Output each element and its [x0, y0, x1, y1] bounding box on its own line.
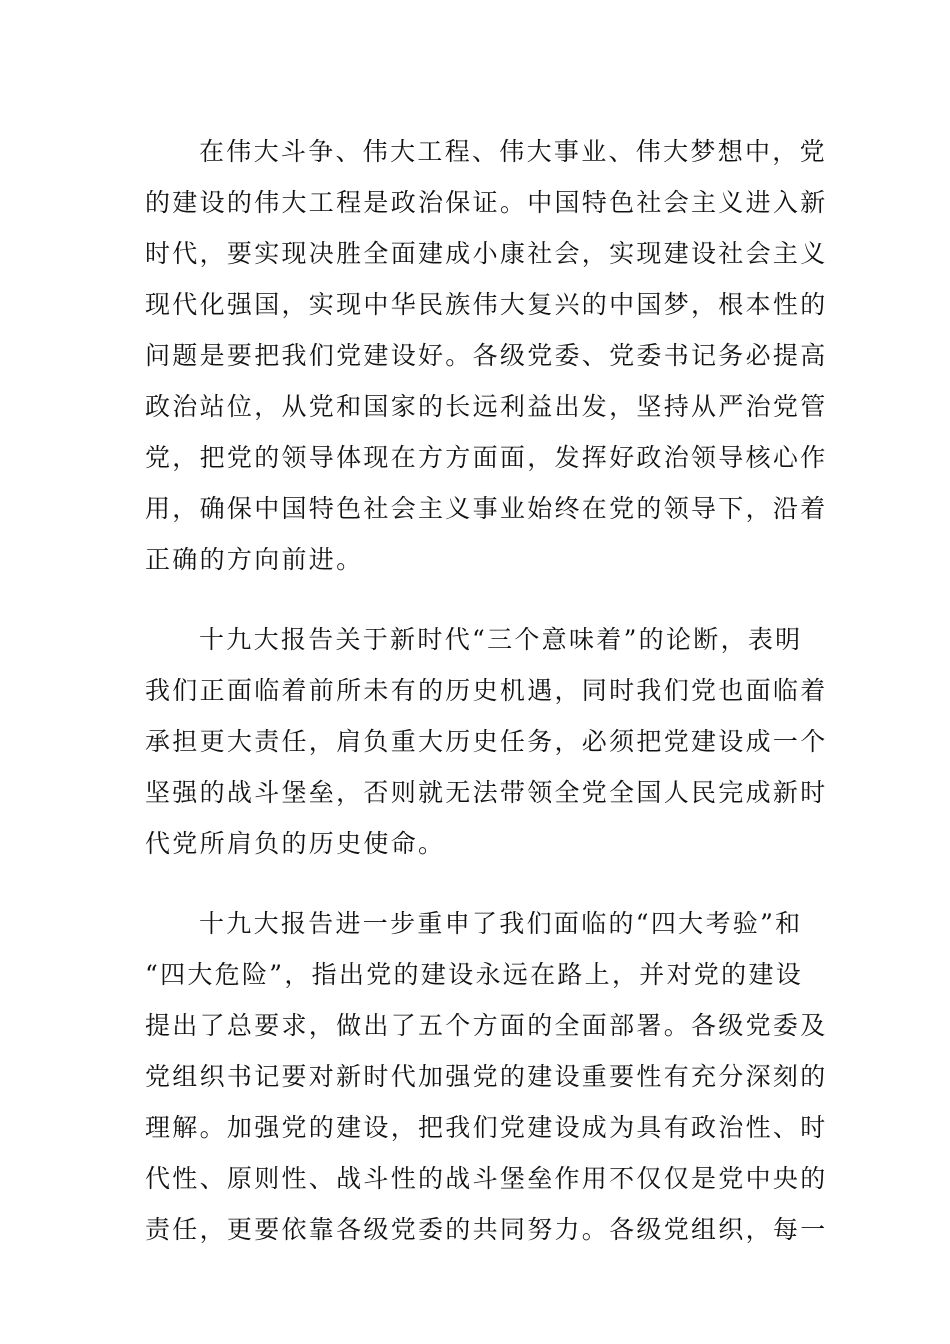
paragraph-line: 的建设的伟大工程是政治保证。中国特色社会主义进入新 — [145, 188, 828, 217]
paragraph-spacer — [145, 585, 785, 614]
paragraph-line: 十九大报告进一步重申了我们面临的“四大考验”和 — [199, 909, 803, 938]
paragraph-line: 我们正面临着前所未有的历史机遇，同时我们党也面临着 — [145, 676, 828, 705]
paragraph-line: 用，确保中国特色社会主义事业始终在党的领导下，沿着 — [145, 494, 828, 523]
paragraph-line: 十九大报告关于新时代“三个意味着”的论断，表明 — [199, 625, 803, 654]
paragraph-1 — [145, 126, 828, 585]
paragraph-line: 提出了总要求，做出了五个方面的全面部署。各级党委及 — [145, 1011, 828, 1040]
paragraph-line: 承担更大责任，肩负重大历史任务，必须把党建设成一个 — [145, 727, 828, 756]
paragraph-line: 党组织书记要对新时代加强党的建设重要性有充分深刻的 — [145, 1062, 828, 1091]
paragraph-line: 时代，要实现决胜全面建成小康社会，实现建设社会主义 — [145, 239, 828, 268]
paragraph-line: 代性、原则性、战斗性的战斗堡垒作用不仅仅是党中央的 — [145, 1164, 828, 1193]
document-body — [145, 126, 828, 1255]
paragraph-line: 代党所肩负的历史使命。 — [145, 829, 446, 858]
paragraph-line: “四大危险”，指出党的建设永远在路上，并对党的建设 — [145, 960, 804, 989]
paragraph-line: 在伟大斗争、伟大工程、伟大事业、伟大梦想中，党 — [199, 137, 827, 166]
paragraph-line: 党，把党的领导体现在方方面面，发挥好政治领导核心作 — [145, 443, 828, 472]
paragraph-line: 政治站位，从党和国家的长远利益出发，坚持从严治党管 — [145, 392, 828, 421]
paragraph-line: 理解。加强党的建设，把我们党建设成为具有政治性、时 — [145, 1113, 828, 1142]
paragraph-spacer — [145, 869, 785, 898]
paragraph-line: 现代化强国，实现中华民族伟大复兴的中国梦，根本性的 — [145, 290, 828, 319]
paragraph-line: 问题是要把我们党建设好。各级党委、党委书记务必提高 — [145, 341, 828, 370]
paragraph-line: 坚强的战斗堡垒，否则就无法带领全党全国人民完成新时 — [145, 778, 828, 807]
paragraph-line: 责任，更要依靠各级党委的共同努力。各级党组织，每一 — [145, 1215, 828, 1244]
paragraph-3 — [145, 898, 828, 1255]
paragraph-2 — [145, 614, 828, 869]
paragraph-line: 正确的方向前进。 — [145, 545, 364, 574]
